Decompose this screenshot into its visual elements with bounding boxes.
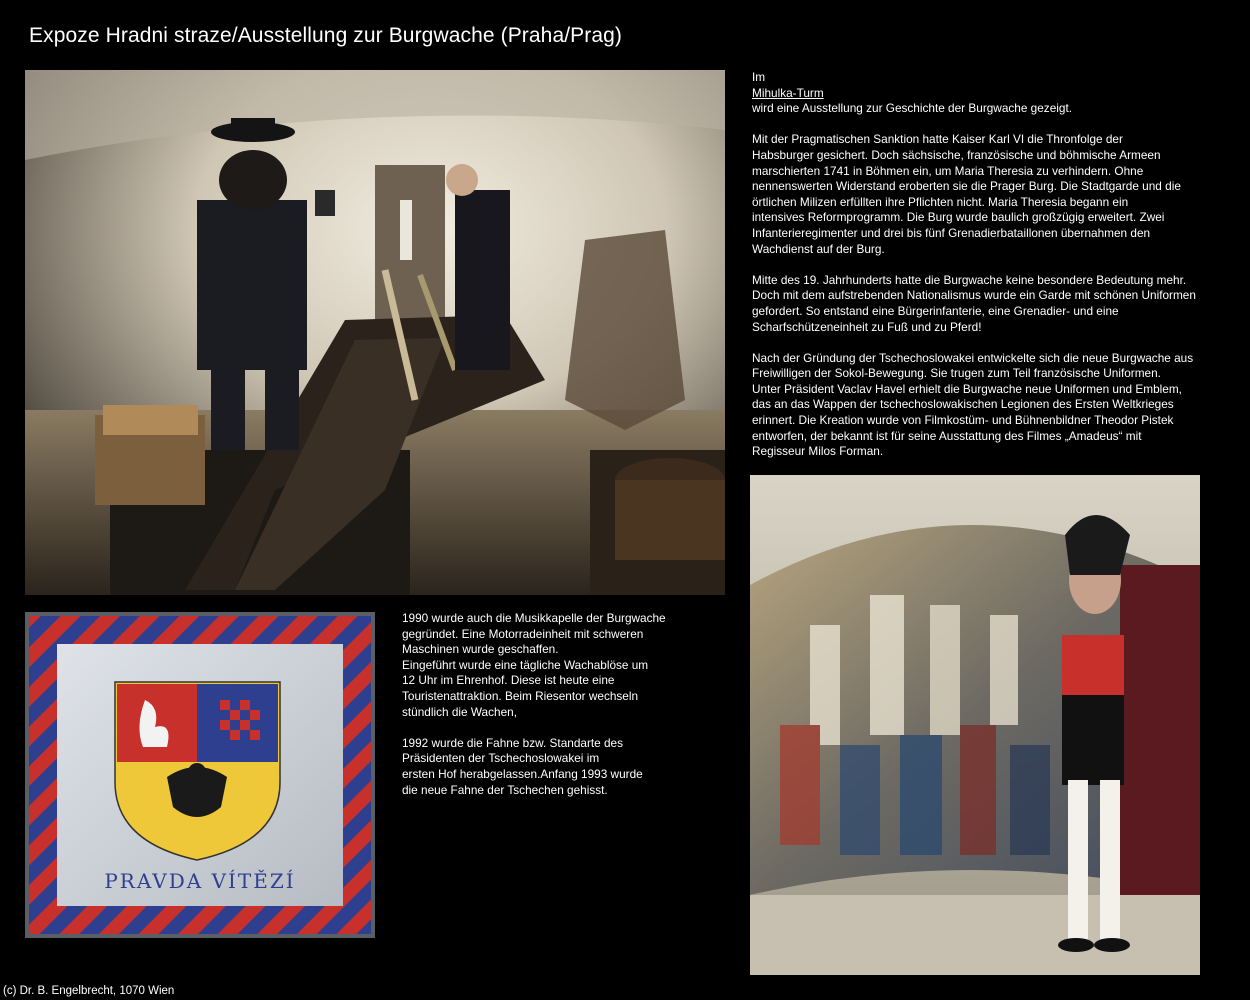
page-title: Expoze Hradni straze/Ausstellung zur Burgwache (Praha/Prag) [29, 24, 623, 47]
presidential-flag-illustration [25, 612, 375, 938]
exhibit-photo-guardroom[interactable] [25, 70, 725, 595]
copyright-footer: (c) Dr. B. Engelbrecht, 1070 Wien [3, 985, 175, 997]
uniform-illustration [750, 475, 1200, 975]
flag-motto: PRAVDA VÍTĚZÍ [104, 869, 296, 893]
paragraph-habsburg: Mit der Pragmatischen Sanktion hatte Kaiser Karl VI die Thronfolge der Habsburger gesichert. Doch sächsische, französische und böhmische Armeen marschierten 1741 in Böhmen ein, um Maria Theresia zu verhindern. Ohne nennenswerten Widerstand eroberten sie die Prager Burg. Die Stadtgarde und die örtlichen Milizen erfüllten ihre Pflichten nicht. Maria Theresia begann ein intensives Reformprogramm. Die Burg wurde baulich großzügig erweitert. Zwei Infanterieregimenter und drei bis fünf Grenadierbataillonen übernahmen den Wachdienst auf der Burg. [752, 132, 1181, 256]
intro-suffix: wird eine Ausstellung zur Geschichte der Burgwache gezeigt. [752, 101, 1073, 116]
paragraph-19th-century: Mitte des 19. Jahrhunderts hatte die Burgwache keine besondere Bedeutung mehr. Doch mit dem aufstrebenden Nationalismus wurde ein Garde mit schönen Uniformen gefordert. So entstand eine Bürgerinfanterie, eine Grenadier- und eine Scharfschützeneinheit zu Fuß und zu Pferd! [752, 272, 1196, 334]
exhibit-photo-uniform[interactable] [750, 475, 1200, 975]
paragraph-1992: 1992 wurde die Fahne bzw. Standarte des Präsidenten der Tschechoslowakei im ersten Hof herabgelassen.Anfang 1993 wurde die neue Fahne der Tschechen gehisst. [402, 735, 643, 797]
main-description [752, 70, 1222, 475]
side-description [402, 611, 732, 814]
exhibit-photo-flag[interactable] [25, 612, 375, 938]
mihulka-tower-link[interactable]: Mihulka-Turm [752, 85, 824, 100]
paragraph-czechoslovakia: Nach der Gründung der Tschechoslowakei entwickelte sich die neue Burgwache aus Freiwilligen der Sokol-Bewegung. Sie trugen zum Teil französische Uniformen. Unter Präsident Vaclav Havel erhielt die Burgwache neue Uniformen und Emblem, das an das Wappen der tschechoslowakischen Legionen des Ersten Weltkrieges erinnert. Die Kreation wurde von Filmkostüm- und Bühnenbildner Theodor Pistek entworfen, der bekannt ist für seine Ausstattung des Filmes „Amadeus“ mit Regisseur Milos Forman. [752, 350, 1194, 459]
guardroom-illustration [25, 70, 725, 595]
intro-prefix: Im [752, 70, 766, 84]
paragraph-1990: 1990 wurde auch die Musikkapelle der Burgwache gegründet. Eine Motorradeinheit mit schweren Maschinen wurde geschaffen. Eingeführt wurde eine tägliche Wachablöse um 12 Uhr im Ehrenhof. Diese ist heute eine Touristenattraktion. Beim Riesentor wechseln stündlich die Wachen, [402, 611, 666, 719]
